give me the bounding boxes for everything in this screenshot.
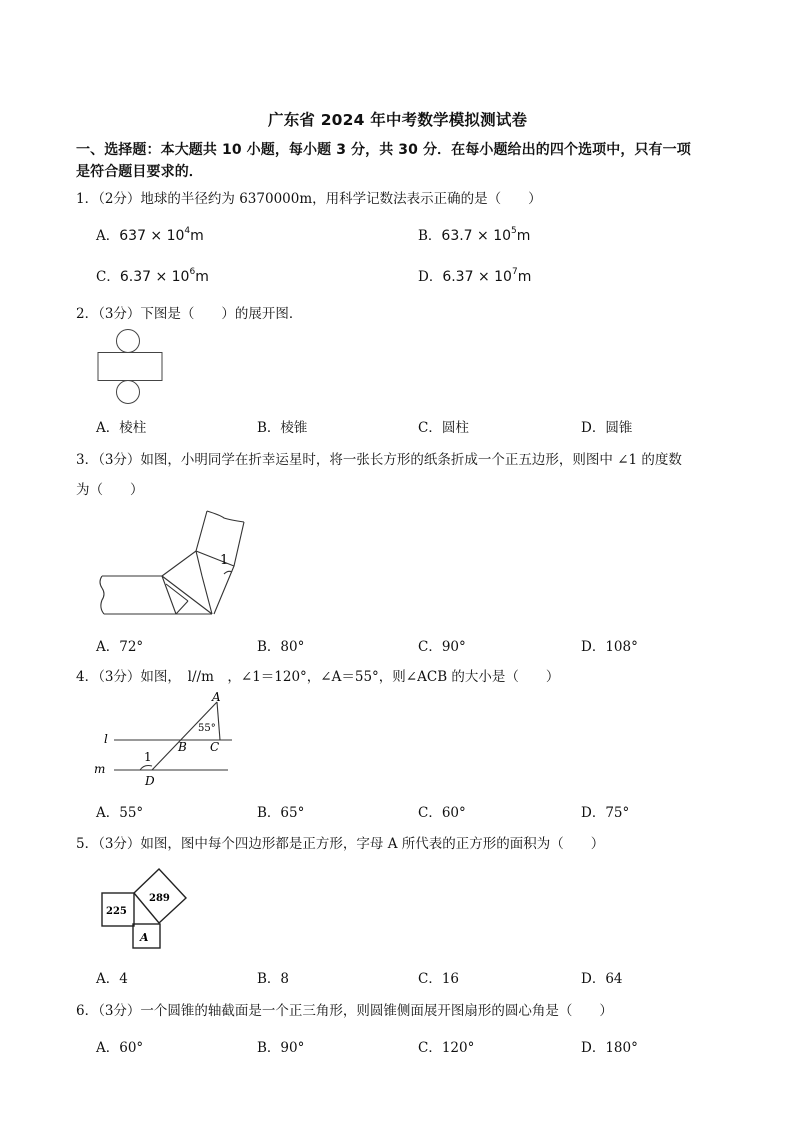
question-4-option-b[interactable]: B．65° [257, 805, 305, 821]
question-3-option-b[interactable]: B．80° [257, 639, 305, 655]
question-1-option-c[interactable]: C．$6.37 \times 10^6m$ [96, 267, 209, 285]
angle-1-label: 1 [144, 750, 152, 764]
square-225-label: 225 [106, 906, 127, 917]
question-6-stem: 6．（3分）一个圆锥的轴截面是一个正三角形，则圆锥侧面展开图扇形的圆心角是（ ） [76, 1003, 613, 1019]
angle-55-label: 55° [198, 723, 216, 734]
question-2-option-d[interactable]: D．圆锥 [581, 420, 633, 436]
question-3-option-c[interactable]: C．90° [418, 639, 466, 655]
question-2-option-c[interactable]: C．圆柱 [418, 420, 469, 436]
point-d-label: D [145, 774, 155, 788]
cylinder-net-figure [94, 327, 166, 407]
question-5-option-d[interactable]: D．64 [581, 971, 623, 987]
question-3-option-d[interactable]: D．108° [581, 639, 638, 655]
point-b-label: B [178, 740, 187, 754]
question-2-option-b[interactable]: B．棱锥 [257, 420, 308, 436]
section-header-line2: 是符合题目要求的． [76, 164, 203, 180]
question-2-stem: 2．（3分）下图是（ ）的展开图． [76, 306, 303, 322]
question-1-option-b[interactable]: B．$63.7 \times 10^5m$ [418, 226, 531, 244]
line-l-label: l [104, 732, 108, 746]
question-5-option-b[interactable]: B．8 [257, 971, 290, 987]
line-m-label: m [94, 762, 106, 776]
question-6-option-a[interactable]: A．60° [96, 1040, 144, 1056]
point-c-label: C [210, 740, 220, 754]
section-header-line1: 一、选择题：本大题共 10 小题，每小题 3 分，共 30 分．在每小题给出的四个选项中，只有一项 [76, 142, 691, 158]
point-a-label: A [212, 690, 221, 704]
question-2-option-a[interactable]: A．棱柱 [96, 420, 147, 436]
page-title: 广东省 2024 年中考数学模拟测试卷 [268, 111, 528, 129]
question-1-stem: 1．（2分）地球的半径约为 6370000m，用科学记数法表示正确的是（ ） [76, 191, 542, 207]
square-289-label: 289 [149, 893, 170, 904]
question-6-option-c[interactable]: C．120° [418, 1040, 475, 1056]
question-5-stem: 5．（3分）如图，图中每个四边形都是正方形，字母 A 所代表的正方形的面积为（ ） [76, 836, 605, 852]
question-1-option-a[interactable]: A．$637 \times 10^4m$ [96, 226, 204, 244]
parallel-lines-figure [94, 688, 240, 790]
question-1-option-d[interactable]: D．$6.37 \times 10^7m$ [418, 267, 532, 285]
question-4-option-a[interactable]: A．55° [96, 805, 144, 821]
question-3-option-a[interactable]: A．72° [96, 639, 144, 655]
question-6-option-d[interactable]: D．180° [581, 1040, 638, 1056]
question-6-option-b[interactable]: B．90° [257, 1040, 305, 1056]
square-a-label: A [140, 931, 149, 944]
question-4-stem: 4．（3分）如图， l//m ，∠1＝120°，∠A＝55°，则∠ACB 的大小是（ ） [76, 669, 560, 685]
question-5-option-a[interactable]: A．4 [96, 971, 128, 987]
question-4-option-d[interactable]: D．75° [581, 805, 630, 821]
question-4-option-c[interactable]: C．60° [418, 805, 466, 821]
folded-pentagon-figure [96, 508, 252, 620]
question-3-stem-line1: 3．（3分）如图，小明同学在折幸运星时，将一张长方形的纸条折成一个正五边形，则图中 ∠1 的度数 [76, 452, 682, 468]
question-5-option-c[interactable]: C．16 [418, 971, 460, 987]
question-3-stem-line2: 为（ ） [76, 482, 144, 498]
figure-angle-label: 1 [220, 553, 229, 568]
squares-area-figure [98, 865, 192, 951]
